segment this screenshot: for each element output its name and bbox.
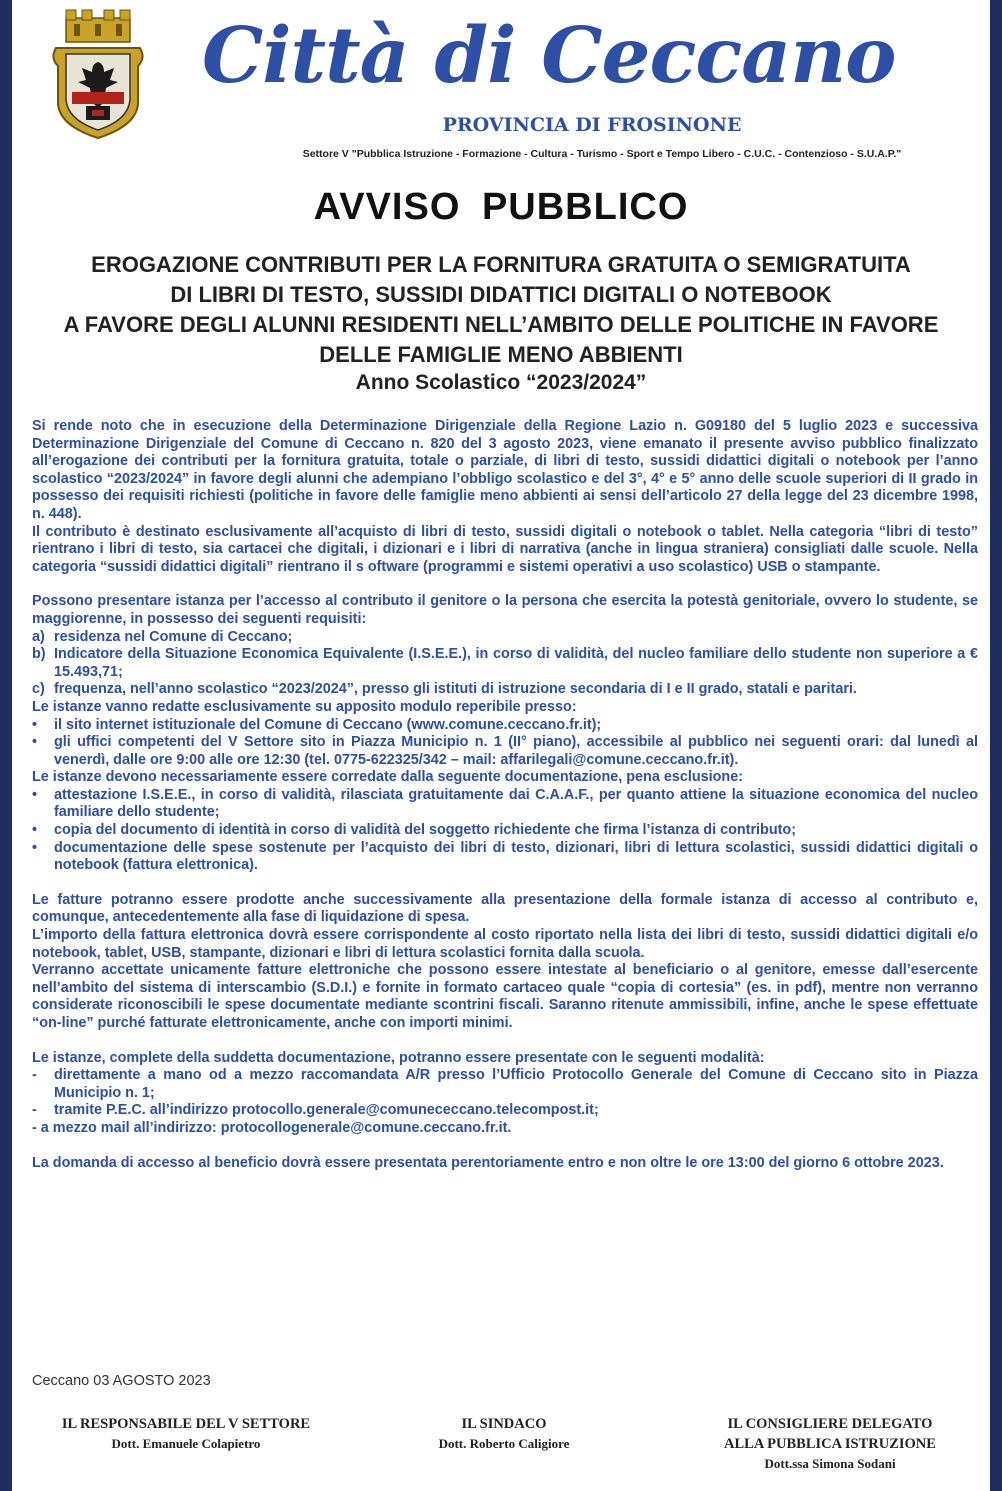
- requirement-text: Indicatore della Situazione Economica Equivalente (I.S.E.E.), in corso di validità, del nucleo familiare dello studente non superiore a € 15.493,71;: [54, 646, 978, 680]
- subtitle-line: A FAVORE DEGLI ALUNNI RESIDENTI NELL’AMBITO DELLE POLITICHE IN FAVORE: [63, 312, 939, 337]
- requirement-item: [32, 629, 978, 647]
- signature-role-line-2: ALLA PUBBLICA ISTRUZIONE: [724, 1436, 936, 1452]
- signature-name: Dott. Roberto Caligiore: [438, 1436, 570, 1451]
- forms-text: gli uffici competenti del V Settore sito in Piazza Municipio n. 1 (II° piano), accessibile al pubblico nei seguenti orari: dal lunedì al venerdì, dalle ore 9:00 alle ore 12:30 (tel. 0775-622325/342 – mail: affarilegali@comune.ceccano.fr.it).: [54, 734, 978, 768]
- deadline-paragraph: La domanda di accesso al beneficio dovrà essere presentata perentoriamente entro e non oltre le ore 13:00 del giorno 6 ottobre 2023.: [32, 1154, 944, 1171]
- intro-paragraph-2: Il contributo è destinato esclusivamente all’acquisto di libri di testo, sussidi digitali o notebook o tablet. Nella categoria “libri di testo” rientrano i libri di testo, sia cartacei che digitali, i dizionari e i libri di narrativa (anche in lingua straniera) consigliati dalle scuole. Nella categoria “sussidi didattici digitali” rientrano il s oftware (programmi e sistemi operativi a uso scolastico) USB o stampante.: [32, 523, 978, 575]
- document-text: attestazione I.S.E.E., in corso di validità, rilasciata gratuitamente dai C.A.A.F., per quanto attiene la situazione economica del nucleo familiare dello studente;: [54, 786, 978, 821]
- city-title: Città di Ceccano: [202, 11, 896, 101]
- document-text: documentazione delle spese sostenute per l’acquisto dei libri di testo, dizionari, libri di lettura scolastici, sussidi didattici digitali o notebook (fattura elettronica).: [54, 839, 978, 874]
- submission-text: direttamente a mano od a mezzo raccomandata A/R presso l’Ufficio Protocollo Generale del Comune di Ceccano sito in Piazza Municipio n. 1;: [54, 1067, 978, 1101]
- signature-role: IL RESPONSABILE DEL V SETTORE: [61, 1416, 311, 1432]
- bullet-icon: •: [32, 716, 38, 733]
- forms-text: il sito internet istituzionale del Comune di Ceccano (www.comune.ceccano.fr.it);: [54, 716, 602, 733]
- subtitle-line: EROGAZIONE CONTRIBUTI PER LA FORNITURA GRATUITA O SEMIGRATUITA: [91, 252, 911, 277]
- signature-block-mayor: [394, 1414, 614, 1453]
- signature-role: IL CONSIGLIERE DELEGATO: [727, 1416, 933, 1432]
- submission-text: tramite P.E.C. all’indirizzo protocollo.generale@comunececcano.telecompost.it;: [54, 1102, 599, 1119]
- notice-subtitle: [32, 250, 970, 370]
- forms-intro: Le istanze vanno redatte esclusivamente su apposito modulo reperibile presso:: [32, 698, 577, 715]
- coat-of-arms-icon: [48, 8, 148, 140]
- signature-name: Dott. Emanuele Colapietro: [111, 1436, 261, 1451]
- signature-name: Dott.ssa Simona Sodani: [764, 1456, 896, 1471]
- document-item: [32, 840, 978, 875]
- requirement-item: [32, 681, 978, 699]
- invoices-paragraph: Verranno accettate unicamente fatture elettroniche che possono essere intestate al beneficiario o al genitore, emesse dall’esercente nell’ambito del sistema di interscambio (S.D.I.) e fornite in formato cartaceo quale “copia di cortesia” (es. in pdf), mentre non verranno considerate riconoscibili le spese documentate mediante scontrini fiscali. Saranno ritenute ammissibili, infine, anche le spese effettuate “on-line” purché fatturate elettronicamente, anche con importi minimi.: [32, 962, 978, 1031]
- signature-block-councillor: [690, 1414, 970, 1473]
- notice-body: [32, 418, 978, 1172]
- invoices-paragraph: Le fatture potranno essere prodotte anche successivamente alla presentazione della formale istanza di accesso al contributo e, comunque, antecedentemente alla fase di liquidazione di spesa.: [32, 891, 978, 926]
- notice-sheet: [12, 0, 990, 1491]
- subtitle-line: DELLE FAMIGLIE MENO ABBIENTI: [319, 342, 683, 367]
- forms-item: [32, 734, 978, 769]
- list-marker: -: [32, 1067, 37, 1084]
- requirement-text: residenza nel Comune di Ceccano;: [54, 628, 293, 645]
- list-marker: a): [32, 628, 45, 645]
- bullet-icon: •: [32, 839, 38, 856]
- requirement-item: [32, 646, 978, 681]
- document-item: [32, 787, 978, 822]
- signature-block-sector-head: [36, 1414, 336, 1453]
- forms-item: [32, 717, 978, 735]
- intro-paragraph: Si rende noto che in esecuzione della Determinazione Dirigenziale della Regione Lazio n. G09180 del 5 luglio 2023 e successiva Determinazione Dirigenziale del Comune di Ceccano n. 820 del 3 agosto 2023, viene emanato il presente avviso pubblico finalizzato all’erogazione dei contributi per la fornitura gratuita, totale o parziale, di libri di testo, sussidi didattici digitali o notebook per l’anno scolastico “2023/2024” in favore degli alunni che adempiano l’obbligo scolastico e del 3°, 4° e 5° anno delle scuole superiori di II grado in possesso dei requisiti richiesti (politiche in favore delle famiglie meno abbienti ai sensi dell’articolo 27 della legge del 23 dicembre 1998, n. 448).: [32, 418, 978, 522]
- invoices-paragraph: L’importo della fattura elettronica dovrà essere corrispondente al costo riportato nella lista dei libri di testo, sussidi didattici digitali e/o notebook, tablet, USB, stampante, dizionari e libri di lettura scolastici fornita dalla scuola.: [32, 927, 978, 961]
- requirement-text: frequenza, nell’anno scolastico “2023/2024”, presso gli istituti di istruzione secondaria di I e II grado, statali e paritari.: [54, 681, 857, 698]
- notice-title: AVVISO PUBBLICO: [313, 186, 689, 228]
- subtitle-line: DI LIBRI DI TESTO, SUSSIDI DIDATTICI DIGITALI O NOTEBOOK: [170, 282, 832, 307]
- province-name: PROVINCIA DI FROSINONE: [442, 114, 742, 136]
- document-item: [32, 822, 978, 840]
- bullet-icon: •: [32, 822, 38, 839]
- signature-role: IL SINDACO: [461, 1416, 547, 1432]
- submission-intro: Le istanze, complete della suddetta documentazione, potranno essere presentate con le seguenti modalità:: [32, 1049, 765, 1066]
- sector-line: Settore V "Pubblica Istruzione - Formazione - Cultura - Turismo - Sport e Tempo Libero - C.U.C. - Contenzioso - S.U.A.P.": [302, 148, 902, 160]
- submission-item: [32, 1102, 978, 1120]
- document-text: copia del documento di identità in corso di validità del soggetto richiedente che firma l’istanza di contributo;: [54, 822, 797, 839]
- bullet-icon: •: [32, 786, 38, 803]
- date-line: Ceccano 03 AGOSTO 2023: [32, 1373, 211, 1389]
- list-marker: c): [32, 681, 45, 698]
- submission-item-last: - a mezzo mail all’indirizzo: protocollogenerale@comune.ceccano.fr.it.: [32, 1119, 512, 1136]
- requirements-intro: Possono presentare istanza per l’accesso al contributo il genitore o la persona che esercita la potestà genitoriale, ovvero lo studente, se maggiorenne, in possesso dei seguenti requisiti:: [32, 593, 978, 627]
- school-year: Anno Scolastico “2023/2024”: [355, 371, 647, 394]
- documents-intro: Le istanze devono necessariamente essere corredate dalla seguente documentazione, pena esclusione:: [32, 769, 744, 786]
- list-marker: b): [32, 646, 46, 663]
- bullet-icon: •: [32, 734, 38, 751]
- list-marker: -: [32, 1102, 37, 1119]
- submission-item: [32, 1067, 978, 1102]
